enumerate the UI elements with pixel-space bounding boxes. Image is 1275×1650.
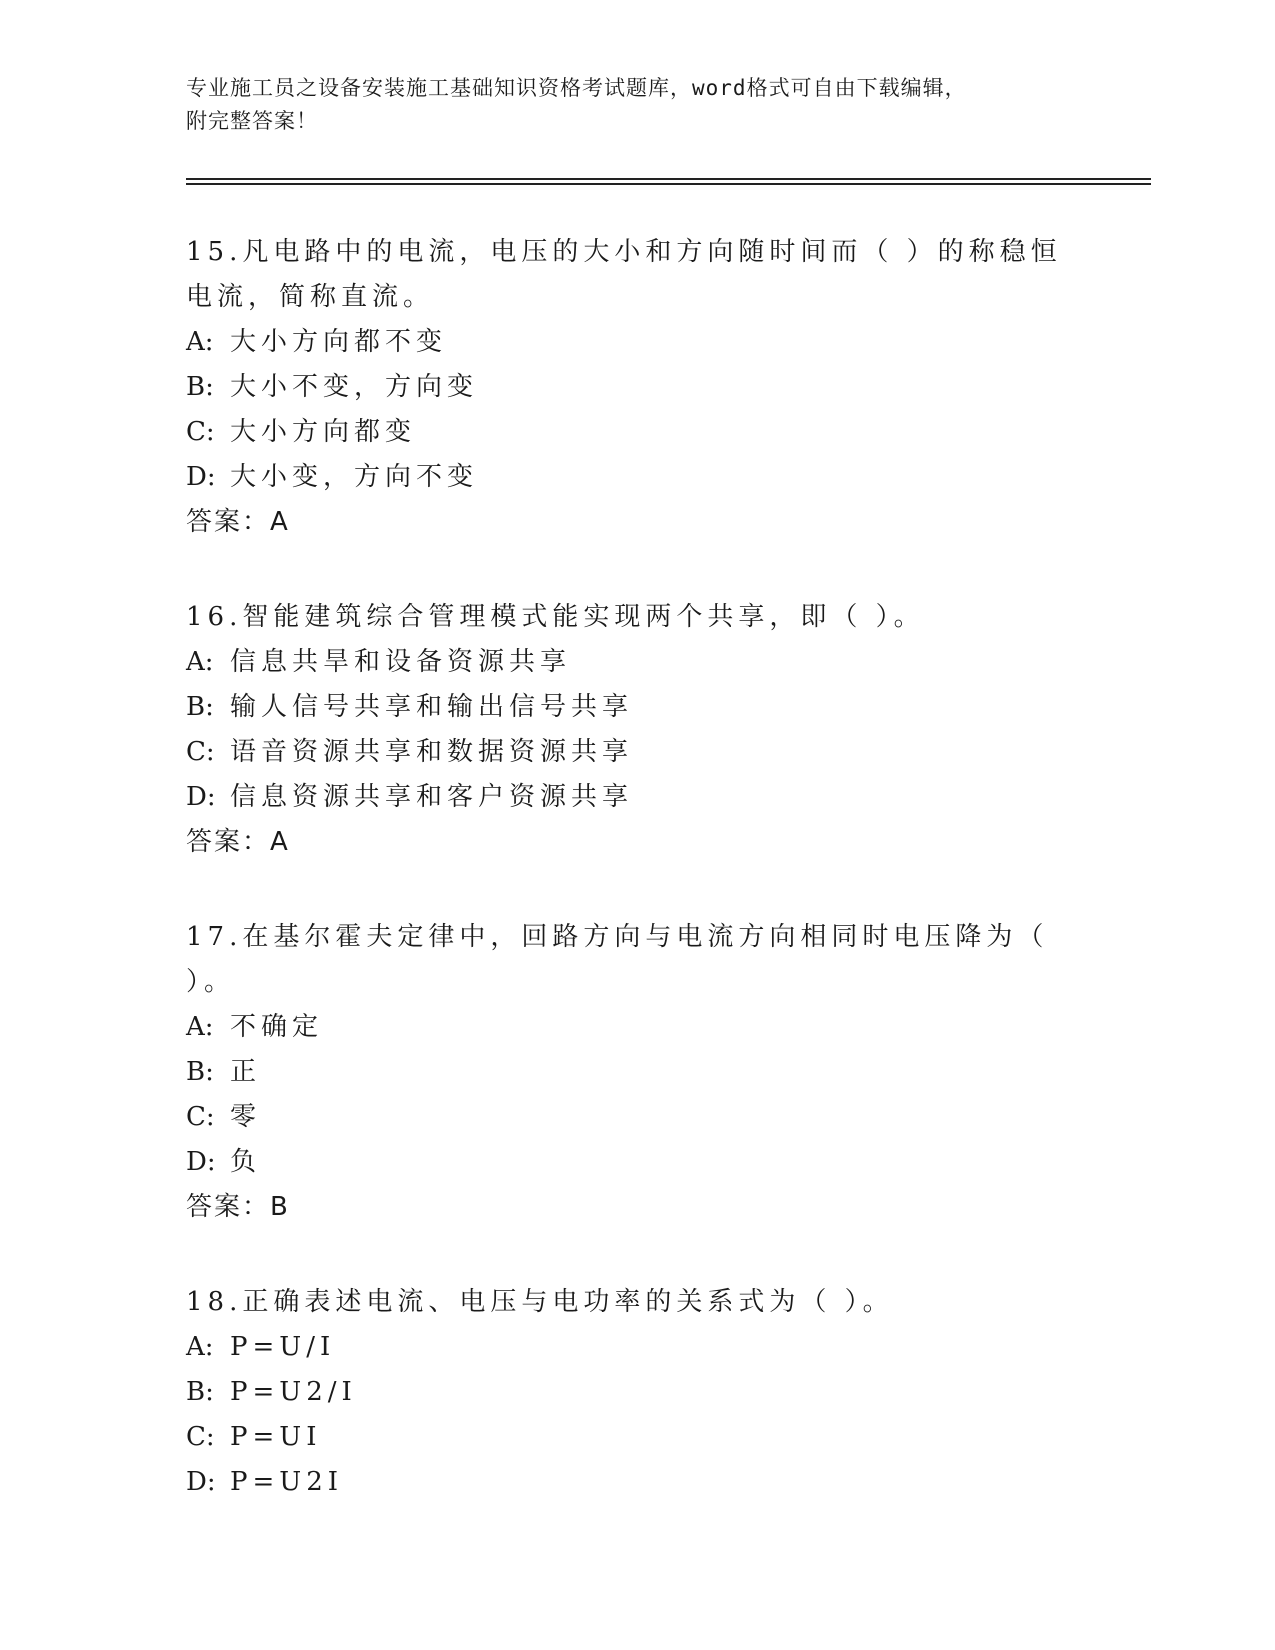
option-letter: C: [186, 417, 215, 447]
header-line-1: 专业施工员之设备安装施工基础知识资格考试题库，word格式可自由下载编辑， [186, 76, 967, 100]
document-header [186, 72, 1086, 138]
question-15 [186, 230, 1066, 545]
question-stem: 18.正确表述电流、电压与电功率的关系式为（ ）。 [186, 1287, 894, 1317]
answer-label: 答案：A [186, 827, 290, 857]
option-letter: D: [186, 462, 216, 492]
option-d [186, 775, 1066, 820]
option-text: 大小方向都不变 [230, 327, 448, 357]
option-d [186, 455, 1066, 500]
option-text: 大小变，方向不变 [230, 462, 479, 492]
question-stem: 17.在基尔霍夫定律中，回路方向与电流方向相同时电压降为（ ）。 [186, 922, 1049, 997]
option-letter: B: [186, 692, 214, 722]
option-text: 负 [230, 1147, 262, 1177]
option-letter: A: [186, 327, 214, 357]
option-letter: A: [186, 647, 214, 677]
option-text: 零 [230, 1102, 262, 1132]
option-b [186, 1370, 1066, 1415]
option-letter: D: [186, 1467, 216, 1497]
answer-label: 答案：A [186, 507, 290, 537]
question-16 [186, 595, 1066, 865]
question-stem: 15.凡电路中的电流，电压的大小和方向随时间而（ ）的称稳恒电流，简称直流。 [186, 237, 1062, 312]
option-letter: B: [186, 372, 214, 402]
option-letter: C: [186, 737, 215, 767]
option-c [186, 730, 1066, 775]
question-list [186, 230, 1066, 1555]
option-text: P=U/I [230, 1332, 336, 1362]
option-text: P=UI [230, 1422, 322, 1452]
option-text: P=U2I [230, 1467, 344, 1497]
header-line-2: 附完整答案！ [186, 109, 318, 133]
option-letter: D: [186, 1147, 216, 1177]
question-18 [186, 1280, 1066, 1505]
option-text: 信息共旱和设备资源共享 [230, 647, 572, 677]
option-a [186, 1005, 1066, 1050]
option-text: 输人信号共享和输出信号共享 [230, 692, 634, 722]
option-text: 不确定 [230, 1012, 324, 1042]
option-letter: D: [186, 782, 216, 812]
option-text: 信息资源共享和客户资源共享 [230, 782, 634, 812]
option-letter: B: [186, 1057, 214, 1087]
option-c [186, 410, 1066, 455]
option-b [186, 365, 1066, 410]
option-a [186, 1325, 1066, 1370]
option-text: 语音资源共享和数据资源共享 [230, 737, 634, 767]
option-c [186, 1095, 1066, 1140]
question-17 [186, 915, 1066, 1230]
option-d [186, 1460, 1066, 1505]
option-a [186, 640, 1066, 685]
header-divider-top [186, 178, 1151, 180]
answer-label: 答案：B [186, 1192, 290, 1222]
option-text: P=U2/I [230, 1377, 357, 1407]
option-c [186, 1415, 1066, 1460]
option-text: 正 [230, 1057, 262, 1087]
option-letter: A: [186, 1332, 214, 1362]
option-letter: C: [186, 1102, 215, 1132]
option-letter: C: [186, 1422, 215, 1452]
header-divider-bottom [186, 183, 1151, 185]
option-d [186, 1140, 1066, 1185]
option-letter: A: [186, 1012, 214, 1042]
option-b [186, 1050, 1066, 1095]
option-text: 大小不变，方向变 [230, 372, 479, 402]
question-stem: 16.智能建筑综合管理模式能实现两个共享，即（ ）。 [186, 602, 925, 632]
option-text: 大小方向都变 [230, 417, 417, 447]
option-b [186, 685, 1066, 730]
option-letter: B: [186, 1377, 214, 1407]
option-a [186, 320, 1066, 365]
